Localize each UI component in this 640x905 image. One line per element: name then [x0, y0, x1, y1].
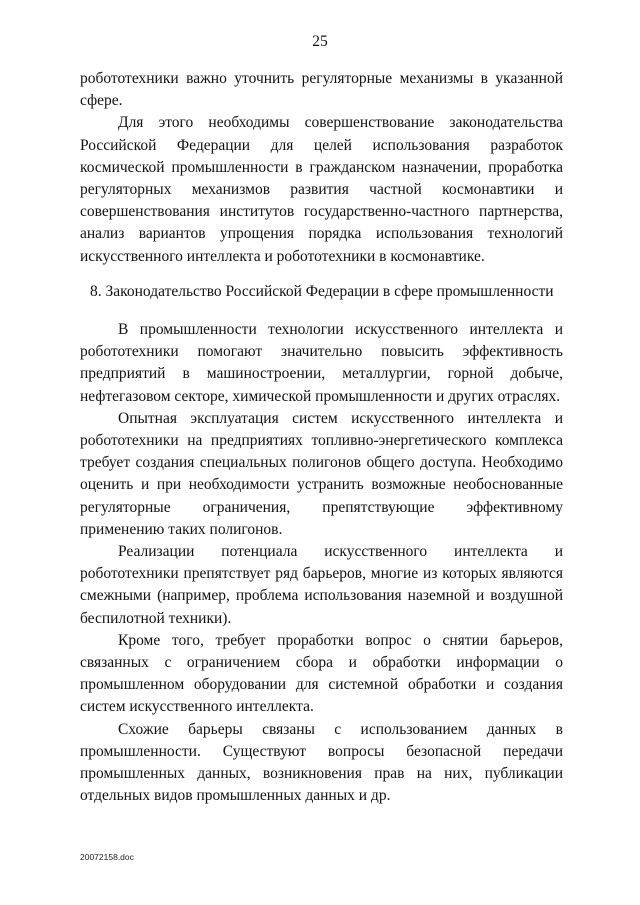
paragraph: Опытная эксплуатация систем искусственного интеллекта и робототехники на предприятиях топливно-энергетического комплекса требует создания специальных полигонов общего доступа. Необходимо оценить и при необходимости устранить возможные необоснованные регуляторные ограничения, препятствующие эффективному применению таких полигонов. [80, 409, 563, 538]
footer-filename: 20072158.doc [80, 852, 134, 862]
paragraph: Для этого необходимы совершенствование законодательства Российской Федерации для целей использования разработок космической промышленности в гражданском назначении, проработка регуляторных механизмов развития частной космонавтики и совершенствования институтов государственно-частного партнерства, анализ вариантов упрощения порядка использования технологий искусственного интеллекта и робототехники в космонавтике. [80, 114, 563, 265]
paragraph: Реализации потенциала искусственного интеллекта и робототехники препятствует ряд барьеров, многие из которых являются смежными (например, проблема использования наземной и воздушной беспилотной техники). [80, 543, 563, 627]
section-heading: 8. Законодательство Российской Федерации в сфере промышленности [90, 282, 554, 300]
document-body [80, 68, 563, 808]
paragraph: В промышленности технологии искусственного интеллекта и робототехники помогают значительно повысить эффективность предприятий в машиностроении, металлургии, горной добыче, нефтегазовом секторе, химической промышленности и других отраслях. [80, 321, 563, 405]
paragraph-continuation: робототехники важно уточнить регуляторные механизмы в указанной сфере. [80, 70, 563, 110]
paragraph: Кроме того, требует проработки вопрос о снятии барьеров, связанных с ограничением сбора и обработки информации о промышленном оборудовании для системной обработки и создания систем искусственного интеллекта. [80, 631, 563, 716]
paragraph: Схожие барьеры связаны с использованием данных в промышленности. Существуют вопросы безопасной передачи промышленных данных, возникновения прав на них, публикации отдельных видов промышленных данных и др. [80, 720, 563, 805]
page-number: 25 [312, 33, 328, 50]
